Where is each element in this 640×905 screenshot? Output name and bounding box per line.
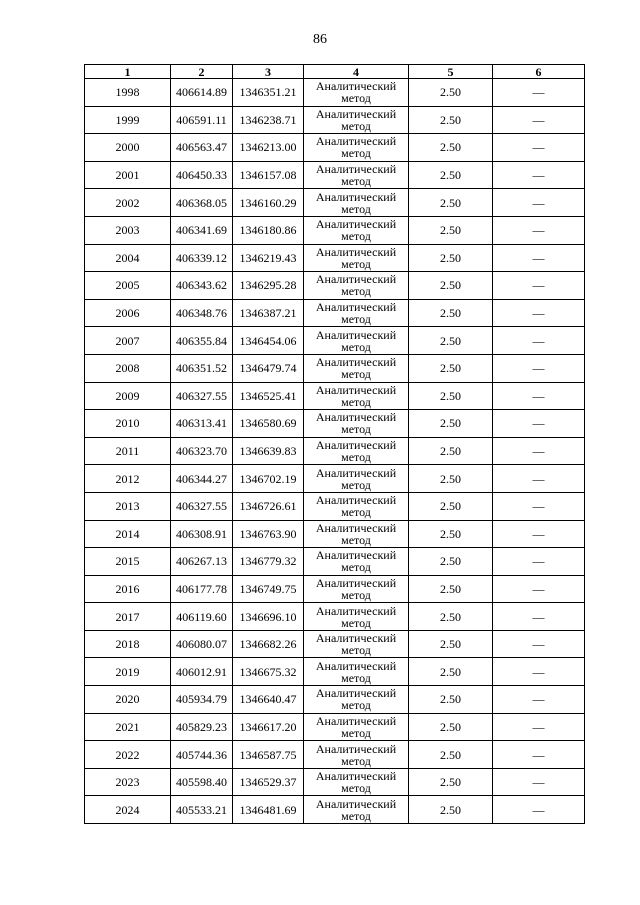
dash-cell: — bbox=[493, 299, 585, 327]
dash-cell: — bbox=[493, 548, 585, 576]
y-coordinate-cell: 1346295.28 bbox=[233, 272, 304, 300]
dash-cell: — bbox=[493, 713, 585, 741]
method-line-1: Аналитический bbox=[315, 741, 397, 756]
dash-cell: — bbox=[493, 520, 585, 548]
method-cell bbox=[304, 492, 409, 520]
accuracy-cell: 2.50 bbox=[409, 189, 493, 217]
point-number-cell: 2019 bbox=[85, 658, 171, 686]
method-cell bbox=[304, 713, 409, 741]
method-line-1: Аналитический bbox=[315, 106, 397, 121]
method-line-2: метод bbox=[341, 91, 371, 106]
y-coordinate-cell: 1346479.74 bbox=[233, 354, 304, 382]
method-line-2: метод bbox=[341, 753, 371, 768]
table-row bbox=[85, 658, 585, 686]
accuracy-cell: 2.50 bbox=[409, 161, 493, 189]
x-coordinate-cell: 406012.91 bbox=[171, 658, 233, 686]
y-coordinate-cell: 1346763.90 bbox=[233, 520, 304, 548]
x-coordinate-cell: 406267.13 bbox=[171, 548, 233, 576]
point-number-cell: 2022 bbox=[85, 741, 171, 769]
point-number-cell: 2017 bbox=[85, 603, 171, 631]
point-number-cell: 2024 bbox=[85, 796, 171, 824]
method-line-1: Аналитический bbox=[315, 410, 397, 425]
coordinates-table bbox=[84, 64, 585, 824]
x-coordinate-cell: 405829.23 bbox=[171, 713, 233, 741]
header-row bbox=[85, 65, 585, 79]
method-cell bbox=[304, 796, 409, 824]
method-line-1: Аналитический bbox=[315, 603, 397, 618]
accuracy-cell: 2.50 bbox=[409, 410, 493, 438]
table-row bbox=[85, 492, 585, 520]
y-coordinate-cell: 1346640.47 bbox=[233, 686, 304, 714]
method-cell bbox=[304, 354, 409, 382]
method-line-1: Аналитический bbox=[315, 658, 397, 673]
method-cell bbox=[304, 437, 409, 465]
accuracy-cell: 2.50 bbox=[409, 686, 493, 714]
method-cell bbox=[304, 244, 409, 272]
y-coordinate-cell: 1346749.75 bbox=[233, 575, 304, 603]
x-coordinate-cell: 406351.52 bbox=[171, 354, 233, 382]
x-coordinate-cell: 406339.12 bbox=[171, 244, 233, 272]
method-line-1: Аналитический bbox=[315, 631, 397, 646]
method-line-1: Аналитический bbox=[315, 327, 397, 342]
table-row bbox=[85, 686, 585, 714]
method-line-2: метод bbox=[341, 615, 371, 630]
point-number-cell: 2023 bbox=[85, 768, 171, 796]
x-coordinate-cell: 406348.76 bbox=[171, 299, 233, 327]
method-line-2: метод bbox=[341, 201, 371, 216]
accuracy-cell: 2.50 bbox=[409, 327, 493, 355]
method-cell bbox=[304, 134, 409, 162]
table-row bbox=[85, 244, 585, 272]
method-line-2: метод bbox=[341, 422, 371, 437]
table-row bbox=[85, 520, 585, 548]
accuracy-cell: 2.50 bbox=[409, 437, 493, 465]
method-cell bbox=[304, 299, 409, 327]
accuracy-cell: 2.50 bbox=[409, 492, 493, 520]
dash-cell: — bbox=[493, 327, 585, 355]
y-coordinate-cell: 1346213.00 bbox=[233, 134, 304, 162]
point-number-cell: 2000 bbox=[85, 134, 171, 162]
dash-cell: — bbox=[493, 272, 585, 300]
method-cell bbox=[304, 79, 409, 107]
y-coordinate-cell: 1346525.41 bbox=[233, 382, 304, 410]
accuracy-cell: 2.50 bbox=[409, 79, 493, 107]
table-row bbox=[85, 189, 585, 217]
y-coordinate-cell: 1346454.06 bbox=[233, 327, 304, 355]
point-number-cell: 2005 bbox=[85, 272, 171, 300]
table-row bbox=[85, 741, 585, 769]
point-number-cell: 1999 bbox=[85, 106, 171, 134]
accuracy-cell: 2.50 bbox=[409, 741, 493, 769]
table-row bbox=[85, 161, 585, 189]
method-line-2: метод bbox=[341, 284, 371, 299]
x-coordinate-cell: 406368.05 bbox=[171, 189, 233, 217]
dash-cell: — bbox=[493, 106, 585, 134]
method-line-1: Аналитический bbox=[315, 382, 397, 397]
method-line-1: Аналитический bbox=[315, 548, 397, 563]
method-line-1: Аналитический bbox=[315, 575, 397, 590]
method-line-1: Аналитический bbox=[315, 272, 397, 287]
method-cell bbox=[304, 382, 409, 410]
method-cell bbox=[304, 272, 409, 300]
y-coordinate-cell: 1346580.69 bbox=[233, 410, 304, 438]
table-row bbox=[85, 437, 585, 465]
table-row bbox=[85, 79, 585, 107]
dash-cell: — bbox=[493, 410, 585, 438]
x-coordinate-cell: 406313.41 bbox=[171, 410, 233, 438]
y-coordinate-cell: 1346779.32 bbox=[233, 548, 304, 576]
y-coordinate-cell: 1346617.20 bbox=[233, 713, 304, 741]
column-header: 6 bbox=[493, 65, 585, 79]
accuracy-cell: 2.50 bbox=[409, 658, 493, 686]
table-row bbox=[85, 134, 585, 162]
method-line-2: метод bbox=[341, 698, 371, 713]
table-row bbox=[85, 603, 585, 631]
point-number-cell: 2021 bbox=[85, 713, 171, 741]
point-number-cell: 2012 bbox=[85, 465, 171, 493]
table-row bbox=[85, 410, 585, 438]
method-line-2: метод bbox=[341, 394, 371, 409]
method-line-2: метод bbox=[341, 174, 371, 189]
method-cell bbox=[304, 741, 409, 769]
method-line-2: метод bbox=[341, 643, 371, 658]
dash-cell: — bbox=[493, 492, 585, 520]
accuracy-cell: 2.50 bbox=[409, 465, 493, 493]
accuracy-cell: 2.50 bbox=[409, 244, 493, 272]
page-number: 86 bbox=[313, 32, 327, 47]
dash-cell: — bbox=[493, 796, 585, 824]
point-number-cell: 2002 bbox=[85, 189, 171, 217]
method-cell bbox=[304, 630, 409, 658]
method-cell bbox=[304, 216, 409, 244]
method-line-1: Аналитический bbox=[315, 769, 397, 784]
accuracy-cell: 2.50 bbox=[409, 299, 493, 327]
method-line-2: метод bbox=[341, 781, 371, 796]
accuracy-cell: 2.50 bbox=[409, 134, 493, 162]
column-header: 2 bbox=[171, 65, 233, 79]
method-cell bbox=[304, 686, 409, 714]
y-coordinate-cell: 1346529.37 bbox=[233, 768, 304, 796]
method-line-2: метод bbox=[341, 146, 371, 161]
accuracy-cell: 2.50 bbox=[409, 768, 493, 796]
method-cell bbox=[304, 520, 409, 548]
accuracy-cell: 2.50 bbox=[409, 272, 493, 300]
method-line-1: Аналитический bbox=[315, 686, 397, 701]
accuracy-cell: 2.50 bbox=[409, 548, 493, 576]
method-line-1: Аналитический bbox=[315, 493, 397, 508]
dash-cell: — bbox=[493, 658, 585, 686]
method-cell bbox=[304, 548, 409, 576]
point-number-cell: 2004 bbox=[85, 244, 171, 272]
dash-cell: — bbox=[493, 686, 585, 714]
x-coordinate-cell: 406308.91 bbox=[171, 520, 233, 548]
accuracy-cell: 2.50 bbox=[409, 106, 493, 134]
dash-cell: — bbox=[493, 603, 585, 631]
dash-cell: — bbox=[493, 79, 585, 107]
method-line-1: Аналитический bbox=[315, 520, 397, 535]
method-cell bbox=[304, 603, 409, 631]
method-cell bbox=[304, 327, 409, 355]
point-number-cell: 2014 bbox=[85, 520, 171, 548]
method-cell bbox=[304, 161, 409, 189]
x-coordinate-cell: 406450.33 bbox=[171, 161, 233, 189]
y-coordinate-cell: 1346219.43 bbox=[233, 244, 304, 272]
method-line-2: метод bbox=[341, 339, 371, 354]
accuracy-cell: 2.50 bbox=[409, 575, 493, 603]
point-number-cell: 2007 bbox=[85, 327, 171, 355]
dash-cell: — bbox=[493, 575, 585, 603]
method-line-2: метод bbox=[341, 560, 371, 575]
dash-cell: — bbox=[493, 465, 585, 493]
table-row bbox=[85, 465, 585, 493]
y-coordinate-cell: 1346639.83 bbox=[233, 437, 304, 465]
y-coordinate-cell: 1346675.32 bbox=[233, 658, 304, 686]
method-line-2: метод bbox=[341, 118, 371, 133]
x-coordinate-cell: 406327.55 bbox=[171, 382, 233, 410]
method-cell bbox=[304, 768, 409, 796]
dash-cell: — bbox=[493, 244, 585, 272]
y-coordinate-cell: 1346726.61 bbox=[233, 492, 304, 520]
table-row bbox=[85, 548, 585, 576]
accuracy-cell: 2.50 bbox=[409, 354, 493, 382]
point-number-cell: 2009 bbox=[85, 382, 171, 410]
method-line-1: Аналитический bbox=[315, 465, 397, 480]
x-coordinate-cell: 406614.89 bbox=[171, 79, 233, 107]
dash-cell: — bbox=[493, 768, 585, 796]
method-line-1: Аналитический bbox=[315, 217, 397, 232]
x-coordinate-cell: 406344.27 bbox=[171, 465, 233, 493]
x-coordinate-cell: 406563.47 bbox=[171, 134, 233, 162]
dash-cell: — bbox=[493, 134, 585, 162]
method-line-1: Аналитический bbox=[315, 713, 397, 728]
x-coordinate-cell: 405533.21 bbox=[171, 796, 233, 824]
y-coordinate-cell: 1346160.29 bbox=[233, 189, 304, 217]
column-header: 4 bbox=[304, 65, 409, 79]
table-row bbox=[85, 382, 585, 410]
accuracy-cell: 2.50 bbox=[409, 216, 493, 244]
method-line-2: метод bbox=[341, 808, 371, 823]
method-line-2: метод bbox=[341, 256, 371, 271]
method-line-1: Аналитический bbox=[315, 438, 397, 453]
method-cell bbox=[304, 410, 409, 438]
method-line-2: метод bbox=[341, 450, 371, 465]
method-cell bbox=[304, 106, 409, 134]
point-number-cell: 2018 bbox=[85, 630, 171, 658]
x-coordinate-cell: 406327.55 bbox=[171, 492, 233, 520]
y-coordinate-cell: 1346238.71 bbox=[233, 106, 304, 134]
table-row bbox=[85, 630, 585, 658]
x-coordinate-cell: 406591.11 bbox=[171, 106, 233, 134]
x-coordinate-cell: 406080.07 bbox=[171, 630, 233, 658]
table-body bbox=[85, 79, 585, 824]
point-number-cell: 2013 bbox=[85, 492, 171, 520]
table-row bbox=[85, 768, 585, 796]
point-number-cell: 2011 bbox=[85, 437, 171, 465]
method-cell bbox=[304, 575, 409, 603]
method-line-1: Аналитический bbox=[315, 355, 397, 370]
method-line-1: Аналитический bbox=[315, 300, 397, 315]
method-cell bbox=[304, 658, 409, 686]
accuracy-cell: 2.50 bbox=[409, 630, 493, 658]
table-row bbox=[85, 796, 585, 824]
method-line-2: метод bbox=[341, 229, 371, 244]
column-header: 5 bbox=[409, 65, 493, 79]
y-coordinate-cell: 1346180.86 bbox=[233, 216, 304, 244]
point-number-cell: 2015 bbox=[85, 548, 171, 576]
method-line-1: Аналитический bbox=[315, 134, 397, 149]
method-line-1: Аналитический bbox=[315, 244, 397, 259]
method-line-2: метод bbox=[341, 587, 371, 602]
point-number-cell: 2001 bbox=[85, 161, 171, 189]
dash-cell: — bbox=[493, 437, 585, 465]
dash-cell: — bbox=[493, 741, 585, 769]
y-coordinate-cell: 1346351.21 bbox=[233, 79, 304, 107]
method-line-1: Аналитический bbox=[315, 79, 397, 94]
x-coordinate-cell: 405934.79 bbox=[171, 686, 233, 714]
point-number-cell: 2008 bbox=[85, 354, 171, 382]
accuracy-cell: 2.50 bbox=[409, 796, 493, 824]
accuracy-cell: 2.50 bbox=[409, 520, 493, 548]
method-line-2: метод bbox=[341, 312, 371, 327]
column-header: 1 bbox=[85, 65, 171, 79]
accuracy-cell: 2.50 bbox=[409, 603, 493, 631]
method-line-2: метод bbox=[341, 725, 371, 740]
method-line-2: метод bbox=[341, 367, 371, 382]
method-line-1: Аналитический bbox=[315, 189, 397, 204]
table-row bbox=[85, 354, 585, 382]
dash-cell: — bbox=[493, 216, 585, 244]
table-row bbox=[85, 216, 585, 244]
method-line-2: метод bbox=[341, 505, 371, 520]
point-number-cell: 2020 bbox=[85, 686, 171, 714]
y-coordinate-cell: 1346587.75 bbox=[233, 741, 304, 769]
table-row bbox=[85, 713, 585, 741]
point-number-cell: 1998 bbox=[85, 79, 171, 107]
accuracy-cell: 2.50 bbox=[409, 382, 493, 410]
dash-cell: — bbox=[493, 189, 585, 217]
x-coordinate-cell: 406343.62 bbox=[171, 272, 233, 300]
y-coordinate-cell: 1346387.21 bbox=[233, 299, 304, 327]
table-row bbox=[85, 575, 585, 603]
method-line-2: метод bbox=[341, 670, 371, 685]
y-coordinate-cell: 1346702.19 bbox=[233, 465, 304, 493]
point-number-cell: 2016 bbox=[85, 575, 171, 603]
x-coordinate-cell: 406341.69 bbox=[171, 216, 233, 244]
y-coordinate-cell: 1346682.26 bbox=[233, 630, 304, 658]
method-line-2: метод bbox=[341, 532, 371, 547]
y-coordinate-cell: 1346696.10 bbox=[233, 603, 304, 631]
point-number-cell: 2003 bbox=[85, 216, 171, 244]
point-number-cell: 2010 bbox=[85, 410, 171, 438]
dash-cell: — bbox=[493, 630, 585, 658]
table-row bbox=[85, 327, 585, 355]
x-coordinate-cell: 406119.60 bbox=[171, 603, 233, 631]
y-coordinate-cell: 1346157.08 bbox=[233, 161, 304, 189]
table-row bbox=[85, 299, 585, 327]
method-line-1: Аналитический bbox=[315, 162, 397, 177]
dash-cell: — bbox=[493, 354, 585, 382]
dash-cell: — bbox=[493, 382, 585, 410]
method-line-1: Аналитический bbox=[315, 796, 397, 811]
x-coordinate-cell: 405744.36 bbox=[171, 741, 233, 769]
table-row bbox=[85, 272, 585, 300]
x-coordinate-cell: 406177.78 bbox=[171, 575, 233, 603]
accuracy-cell: 2.50 bbox=[409, 713, 493, 741]
table-row bbox=[85, 106, 585, 134]
dash-cell: — bbox=[493, 161, 585, 189]
method-cell bbox=[304, 465, 409, 493]
method-line-2: метод bbox=[341, 477, 371, 492]
method-cell bbox=[304, 189, 409, 217]
column-header: 3 bbox=[233, 65, 304, 79]
point-number-cell: 2006 bbox=[85, 299, 171, 327]
x-coordinate-cell: 405598.40 bbox=[171, 768, 233, 796]
x-coordinate-cell: 406323.70 bbox=[171, 437, 233, 465]
x-coordinate-cell: 406355.84 bbox=[171, 327, 233, 355]
y-coordinate-cell: 1346481.69 bbox=[233, 796, 304, 824]
